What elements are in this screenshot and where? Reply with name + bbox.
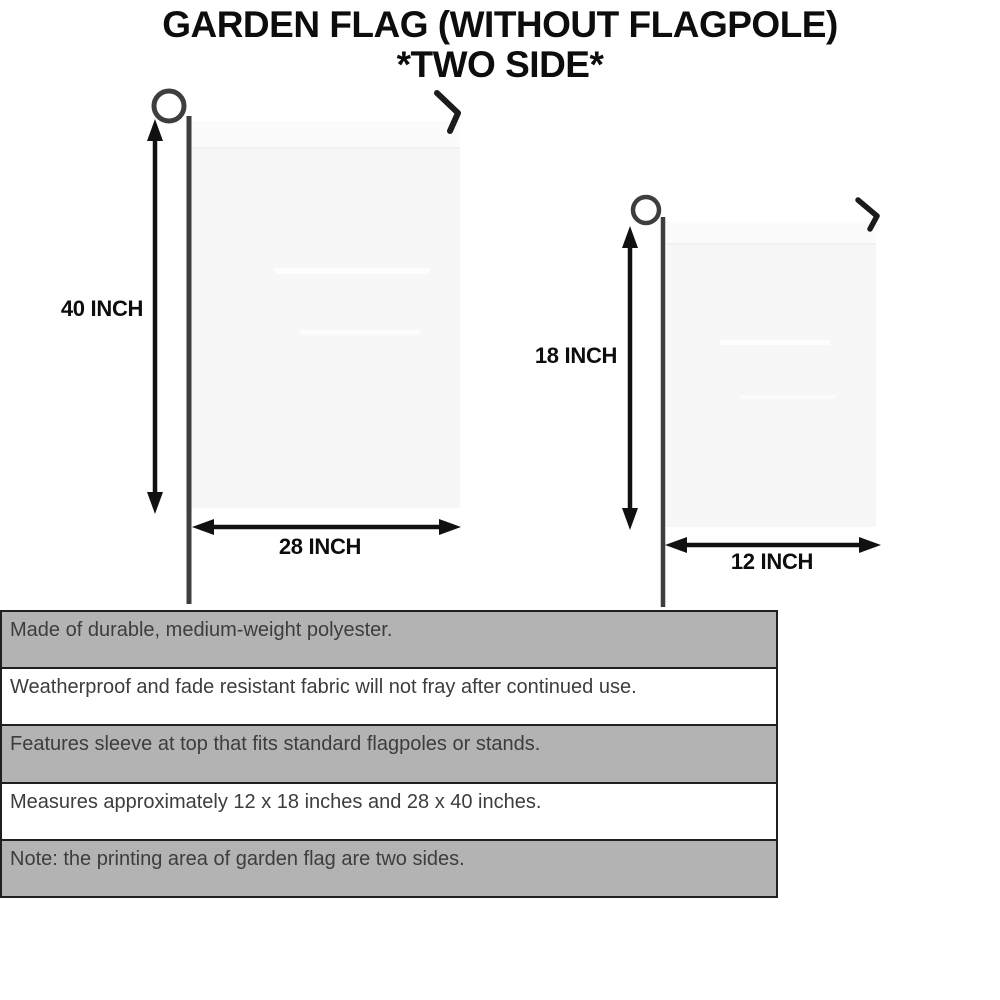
large-flag-canvas bbox=[191, 121, 460, 508]
small-flagpole-loop bbox=[633, 197, 659, 223]
large-flag-sheen bbox=[275, 268, 430, 274]
large-flag-sleeve bbox=[191, 121, 460, 148]
feature-row: Weatherproof and fade resistant fabric will not fray after continued use. bbox=[2, 669, 776, 726]
large-flagpole-loop bbox=[154, 91, 184, 121]
small-flag-height-label: 18 INCH bbox=[534, 343, 618, 368]
large-flag-height-label: 40 INCH bbox=[60, 296, 144, 321]
page-title-line2: *TWO SIDE* bbox=[396, 43, 604, 85]
large-flag-width-label: 28 INCH bbox=[278, 534, 362, 559]
large-flag-group bbox=[147, 91, 461, 604]
large-width-arrow bbox=[192, 519, 461, 535]
small-flag-canvas bbox=[666, 222, 876, 527]
small-flag-sheen bbox=[740, 395, 835, 399]
page-title-line1: GARDEN FLAG (WITHOUT FLAGPOLE) bbox=[162, 4, 838, 45]
large-height-arrow bbox=[147, 119, 163, 514]
feature-row: Measures approximately 12 x 18 inches and 28 x 40 inches. bbox=[2, 784, 776, 841]
small-flag-sheen bbox=[720, 340, 830, 345]
large-flag-sheen bbox=[300, 330, 420, 335]
features-table bbox=[0, 610, 778, 898]
feature-row: Note: the printing area of garden flag are two sides. bbox=[2, 841, 776, 896]
feature-row: Made of durable, medium-weight polyester. bbox=[2, 612, 776, 669]
small-height-arrow bbox=[622, 226, 638, 530]
feature-row: Features sleeve at top that fits standard flagpoles or stands. bbox=[2, 726, 776, 783]
small-flag-sleeve bbox=[666, 222, 876, 244]
small-flag-width-label: 12 INCH bbox=[730, 549, 814, 574]
small-flag-group bbox=[622, 197, 881, 607]
